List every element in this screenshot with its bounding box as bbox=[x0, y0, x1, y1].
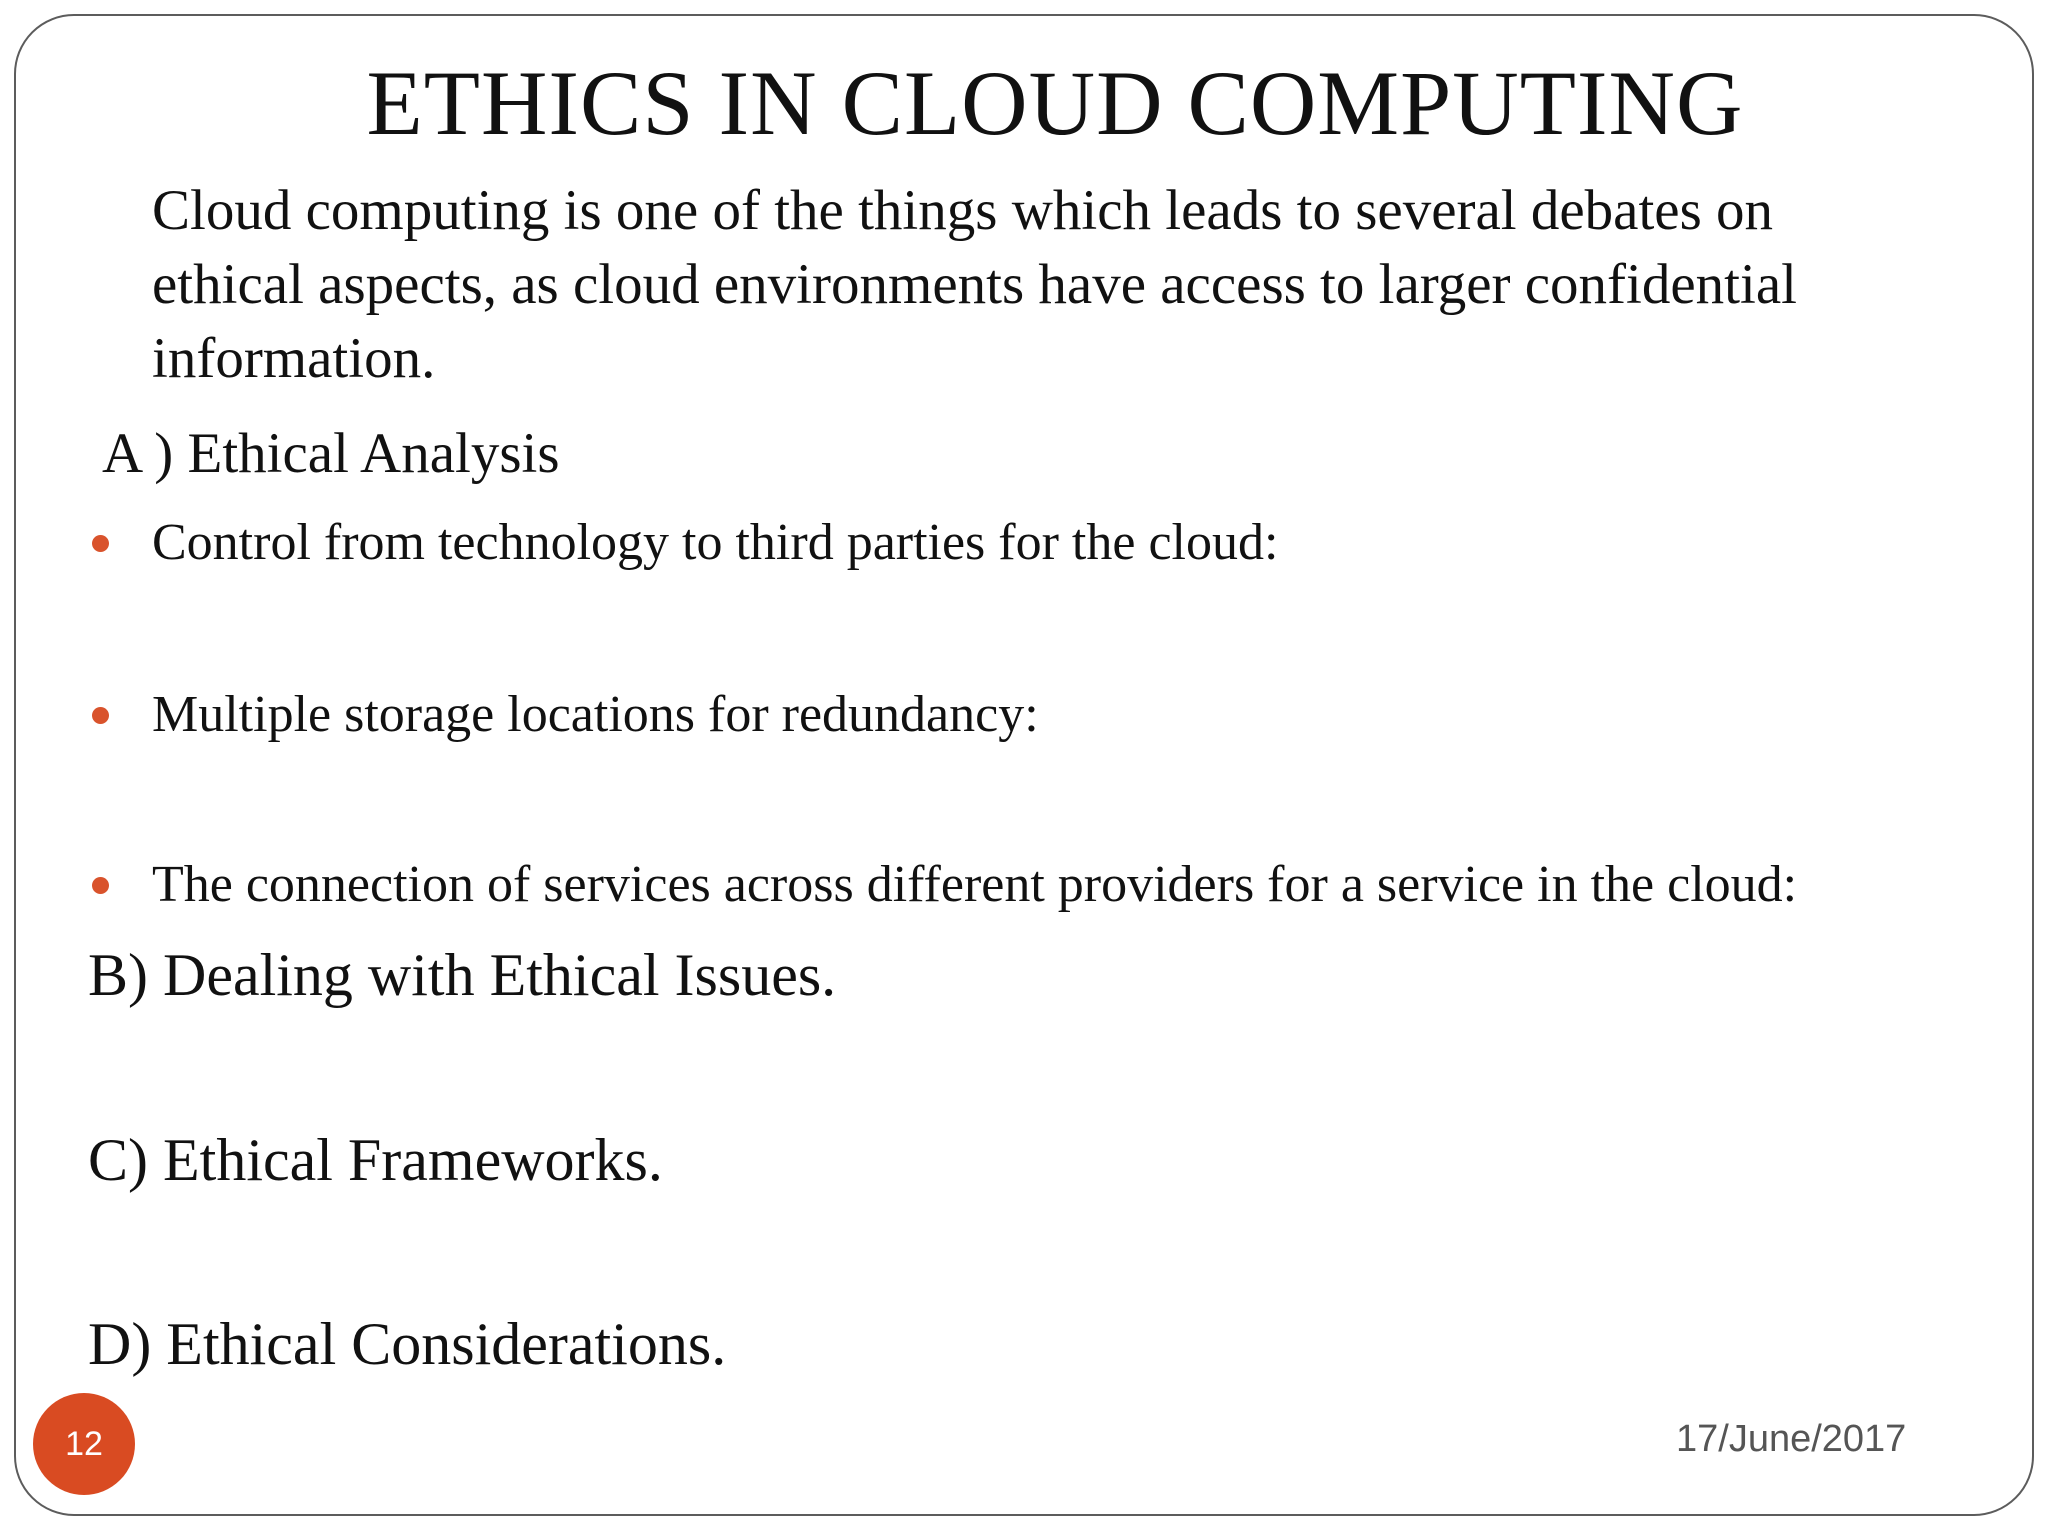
section-a-heading: A ) Ethical Analysis bbox=[102, 422, 560, 485]
page-number-badge bbox=[33, 1393, 135, 1495]
intro-line: Cloud computing is one of the things which leads to several debates on bbox=[152, 179, 1774, 242]
bullet-dot-icon bbox=[92, 535, 109, 552]
bullet-text: The connection of services across different providers for a service in the cloud: bbox=[152, 856, 1798, 913]
slide-title: ETHICS IN CLOUD COMPUTING bbox=[366, 52, 1744, 154]
bullet-text: Control from technology to third parties for the cloud: bbox=[152, 514, 1279, 571]
slide-date: 17/June/2017 bbox=[1676, 1418, 1907, 1460]
page-number: 12 bbox=[65, 1424, 103, 1463]
section-d-heading: D) Ethical Considerations. bbox=[88, 1311, 727, 1377]
intro-line: ethical aspects, as cloud environments have access to larger confidential bbox=[152, 253, 1797, 316]
bullet-dot-icon bbox=[92, 877, 109, 894]
bullet-dot-icon bbox=[92, 707, 109, 724]
bullet-text: Multiple storage locations for redundancy: bbox=[152, 686, 1039, 743]
section-b-heading: B) Dealing with Ethical Issues. bbox=[88, 942, 837, 1008]
intro-line: information. bbox=[152, 327, 436, 390]
section-c-heading: C) Ethical Frameworks. bbox=[88, 1127, 663, 1193]
intro-paragraph bbox=[152, 174, 2002, 396]
